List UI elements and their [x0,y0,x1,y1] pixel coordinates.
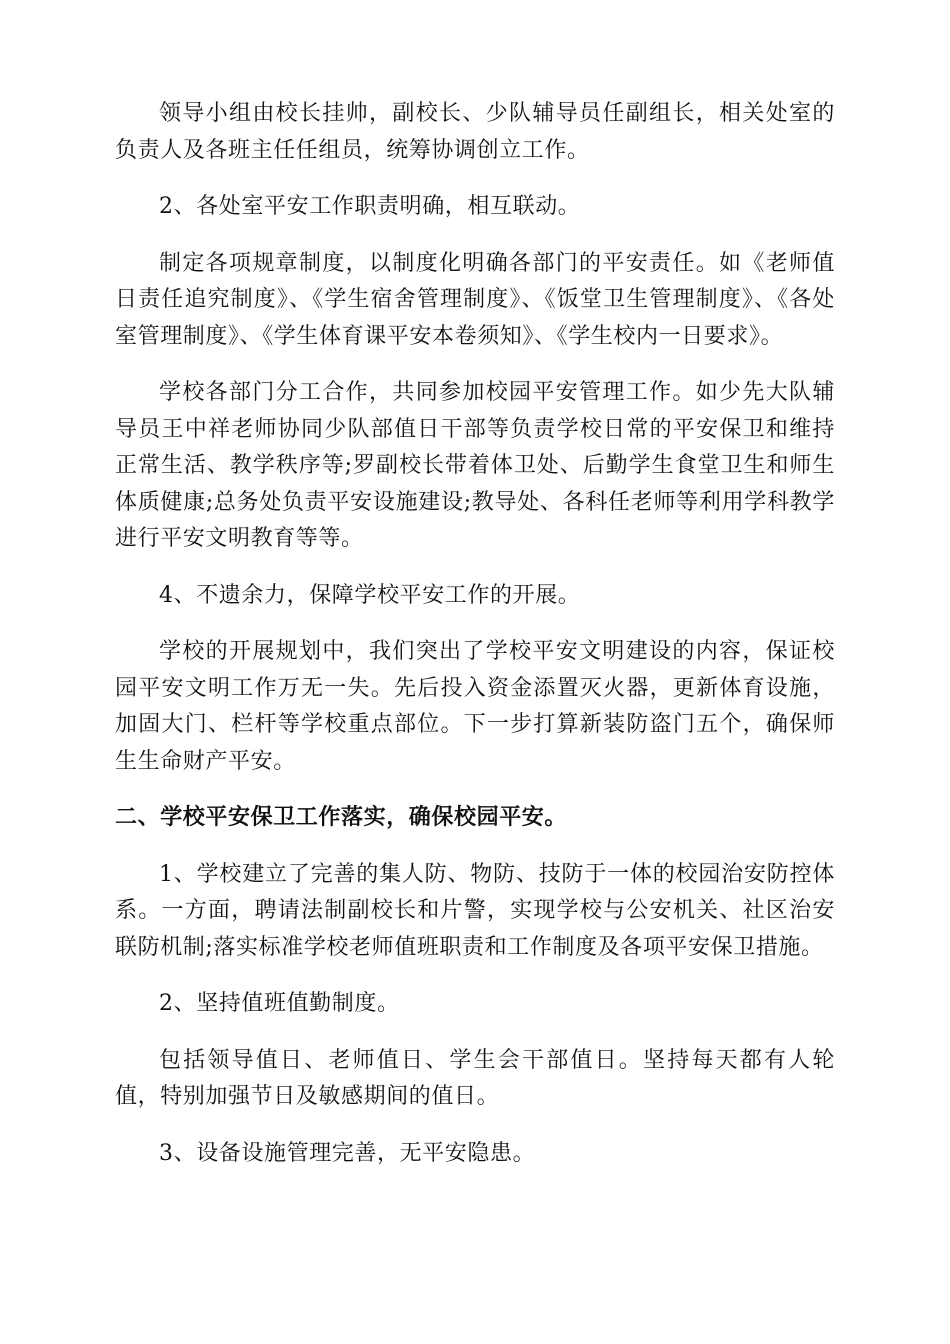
paragraph-item-4-effort: 4、不遗余力，保障学校平安工作的开展。 [159,582,581,608]
paragraph-facility-management: 3、设备设施管理完善，无平安隐患。 [159,1140,536,1166]
document-page [115,96,835,1192]
paragraph-leadership-group: 领导小组由校长挂帅，副校长、少队辅导员任副组长，相关处室的负责人及各班主任任组员，统筹协调创立工作。 [115,101,835,163]
paragraph-duty-details: 包括领导值日、老师值日、学生会干部值日。坚持每天都有人轮值，特别加强节日及敏感期间的值日。 [115,1047,835,1109]
section-heading: 二、学校平安保卫工作落实，确保校园平安。 [115,805,568,830]
paragraph-duty-system: 2、坚持值班值勤制度。 [159,991,400,1016]
paragraph-regulations: 制定各项规章制度，以制度化明确各部门的平安责任。如《老师值日责任追究制度》、《学生宿舍管理制度》、《饭堂卫生管理制度》、《各处室管理制度》、《学生体育课平安本卷须知》、《学生校内一日要求》。 [115,250,835,349]
paragraph-item-2-duties: 2、各处室平安工作职责明确，相互联动。 [159,194,581,219]
paragraph-division-of-work: 学校各部门分工合作，共同参加校园平安管理工作。如少先大队辅导员王中祥老师协同少队部值日干部等负责学校日常的平安保卫和维持正常生活、教学秩序等;罗副校长带着体卫处、后勤学生食堂卫生和师生体质健康;总务处负责平安设施建设;教导处、各科任老师等利用学科教学进行平安文明教育等等。 [115,380,835,551]
paragraph-security-system: 1、学校建立了完善的集人防、物防、技防于一体的校园治安防控体系。一方面，聘请法制副校长和片警，实现学校与公安机关、社区治安联防机制;落实标准学校老师值班职责和工作制度及各项平安保卫措施。 [115,861,835,960]
paragraph-development-plan: 学校的开展规划中，我们突出了学校平安文明建设的内容，保证校园平安文明工作万无一失。先后投入资金添置灭火器，更新体育设施，加固大门、栏杆等学校重点部位。下一步打算新装防盗门五个，确保师生生命财产平安。 [115,639,835,774]
